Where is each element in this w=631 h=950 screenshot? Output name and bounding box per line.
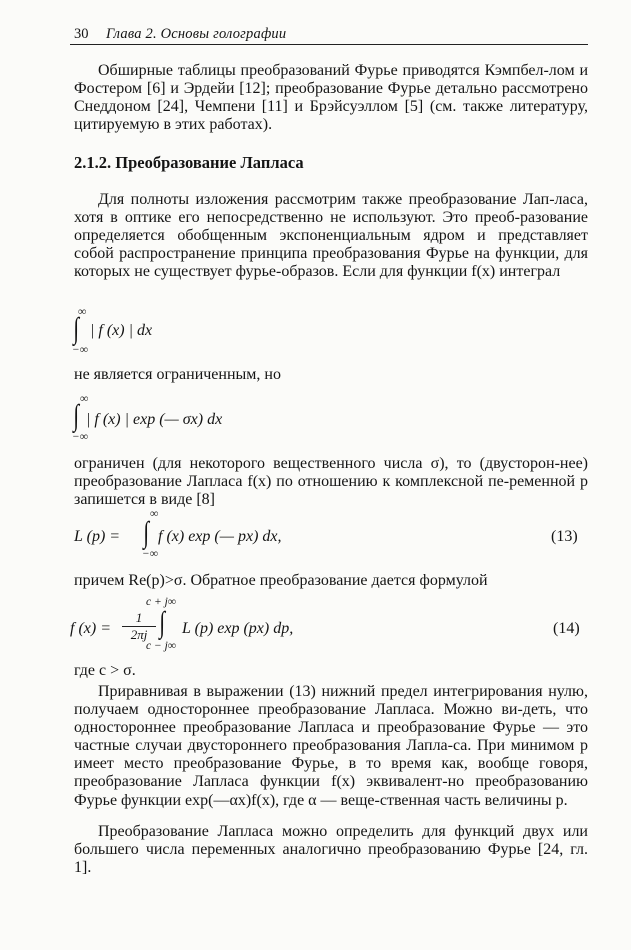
paragraph-one-sided-transform: Приравнивая в выражении (13) нижний предел интегрирования нулю, получаем одностороннее преобразование Лапласа. Можно ви-деть, что одностороннее преобразование Лапласа и преобразование Фурье — это частные случаи двустороннего преобразования Лапла-са. При минимом p имеет место преобразование Фурье, в то время как, вообще говоря, преобразование Лапласа функции f(x) эквивалент-но преобразованию Фурье функции exp(—αx)f(x), где α — веще-ственная часть величины p. xyxy=(74,683,588,809)
equation-number-14: (14) xyxy=(553,620,580,637)
line-inverse-transform: причем Re(p)>σ. Обратное преобразование дается формулой xyxy=(74,572,488,589)
integral-sign: ∫ xyxy=(73,312,79,345)
integral-lower-limit: c − j∞ xyxy=(146,640,177,652)
integral-lower-limit: −∞ xyxy=(72,344,88,356)
integral-lower-limit: −∞ xyxy=(72,431,88,443)
integrand: L (p) exp (px) dp, xyxy=(182,620,294,637)
paragraph-bounded-condition: ограничен (для некоторого вещественного числа σ), то (двусторон-нее) преобразование Лапласа f(x) по отношению к комплексной пе-ременной p запишется в виде [8] xyxy=(74,455,588,509)
integral-upper-limit: ∞ xyxy=(150,508,159,520)
section-heading: 2.1.2. Преобразование Лапласа xyxy=(74,153,304,172)
paragraph-multivariable: Преобразование Лапласа можно определить для функций двух или большего числа переменных аналогично преобразованию Фурье [24, гл. 1]. xyxy=(74,823,588,877)
equation-14 xyxy=(70,596,470,658)
integral-sign: ∫ xyxy=(143,516,149,549)
equation-13 xyxy=(74,508,474,562)
fraction-denominator: 2πj xyxy=(130,627,148,642)
integral-sign: ∫ xyxy=(159,606,165,639)
integral-f-exp-sigma xyxy=(74,393,334,445)
equation-number-13: (13) xyxy=(551,528,578,545)
integrand: | f (x) | exp (— σx) dx xyxy=(86,411,223,428)
running-header xyxy=(70,24,588,45)
integral-upper-limit: ∞ xyxy=(80,393,89,405)
integral-abs-f xyxy=(74,306,274,358)
line-where-c: где c > σ. xyxy=(74,662,136,679)
integrand: f (x) exp (— px) dx, xyxy=(158,528,282,545)
integral-upper-limit: c + j∞ xyxy=(146,596,177,608)
paragraph-laplace-intro: Для полноты изложения рассмотрим также преобразование Лап-ласа, хотя в оптике его непосредственно не используют. Это преоб-разование определяется обобщенным экспоненциальным ядром и представляет собой распространение принципа преобразования Фурье на функции, для которых не существует фурье-образов. Если для функции f(x) интеграл xyxy=(74,191,588,281)
equation-lhs: f (x) = xyxy=(70,620,111,637)
integral-sign: ∫ xyxy=(73,399,79,432)
integral-upper-limit: ∞ xyxy=(78,306,87,318)
page-number: 30 xyxy=(74,26,89,42)
equation-lhs: L (p) = xyxy=(74,528,121,545)
integral-lower-limit: −∞ xyxy=(142,548,158,560)
fraction-numerator: 1 xyxy=(122,610,156,627)
line-not-bounded: не является ограниченным, но xyxy=(74,366,281,383)
integrand: | f (x) | dx xyxy=(90,322,153,339)
running-title: Глава 2. Основы голографии xyxy=(106,26,287,42)
fraction-one-over-2pij xyxy=(122,610,156,643)
paragraph-fourier-references: Обширные таблицы преобразований Фурье приводятся Кэмпбел-лом и Фостером [6] и Эрдейи [12]; преобразование Фурье детально рассмотрено Снеддоном [24], Чемпени [11] и Брэйсуэллом [5] (см. также литературу, цитируемую в этих работах). xyxy=(74,62,588,134)
